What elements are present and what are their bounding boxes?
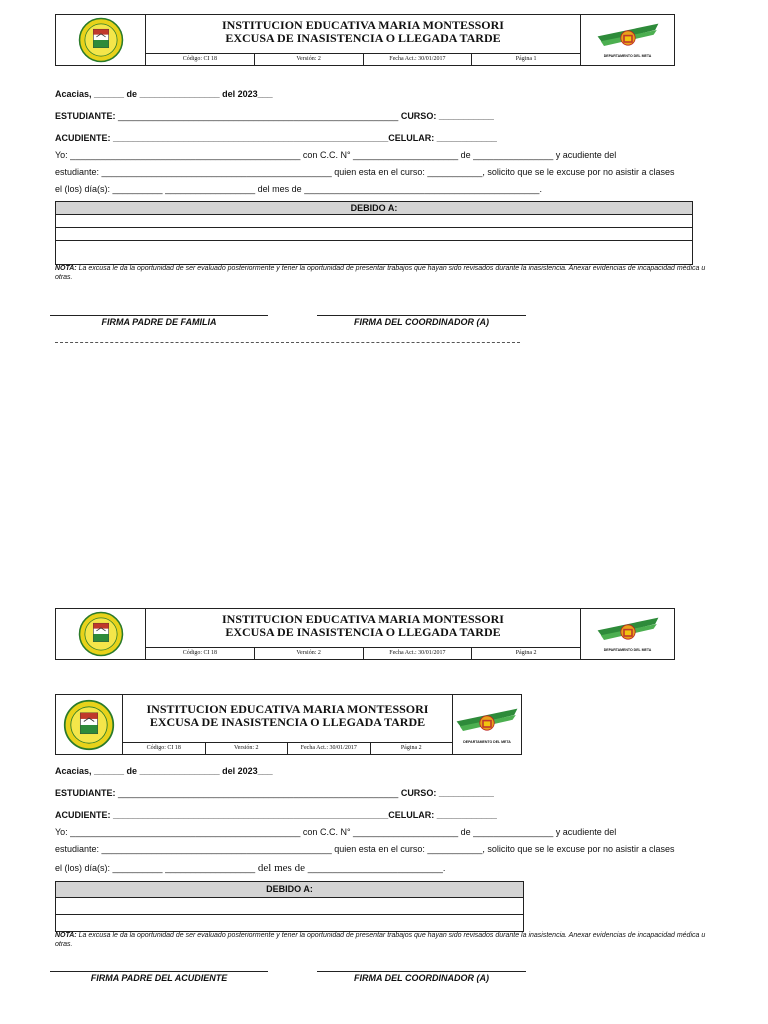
date-line[interactable]: Acacias, ______ de ________________ del 2023___ xyxy=(55,89,273,99)
school-crest-icon xyxy=(73,611,129,657)
nota-label: NOTA: xyxy=(55,932,77,939)
department-logo xyxy=(452,695,521,754)
header-bottom xyxy=(55,694,522,755)
fecha: Fecha Act.: 30/01/2017 xyxy=(288,743,371,754)
department-text: DEPARTAMENTO DEL META xyxy=(603,54,652,58)
debido-box xyxy=(55,201,693,265)
fecha: Fecha Act.: 30/01/2017 xyxy=(364,648,473,659)
school-crest-icon xyxy=(61,699,117,751)
header-middle xyxy=(55,608,675,660)
estudiante-line[interactable] xyxy=(55,111,494,121)
codigo: Código: CI 18 xyxy=(146,648,255,659)
header-top xyxy=(55,14,675,66)
curso-field[interactable]: CURSO: ___________ xyxy=(398,111,494,121)
fecha: Fecha Act.: 30/01/2017 xyxy=(364,54,473,65)
yo-line[interactable]: Yo: ______________________________________________ con C.C. N° _____________________ de ________________ y acudiente del xyxy=(55,150,617,160)
debido-header: DEBIDO A: xyxy=(56,882,523,898)
debido-row-2[interactable] xyxy=(56,915,523,931)
school-crest-logo xyxy=(56,15,146,65)
department-meta-icon xyxy=(455,706,519,740)
nota-text: La excusa le da la oportunidad de ser evaluado posteriormente y tener la oportunidad de presentar trabajos que hayan sido revisados durante la inasistencia. Anexar evidencias de incapacidad médica u otras. xyxy=(55,265,706,281)
codigo: Código: CI 18 xyxy=(146,54,255,65)
school-crest-logo xyxy=(56,695,123,754)
estudiante-text-line[interactable]: estudiante: ______________________________________________ quien esta en el curso: ___________, solicito que se le excuse por no asistir a clases xyxy=(55,844,675,854)
pagina: Página 1 xyxy=(515,56,537,62)
firma-coordinador[interactable]: FIRMA DEL COORDINADOR (A) xyxy=(317,315,526,327)
cut-line xyxy=(55,342,520,343)
version: Versión: 2 xyxy=(255,54,364,65)
document-title: EXCUSA DE INASISTENCIA O LLEGADA TARDE xyxy=(225,625,501,639)
estudiante-label: ESTUDIANTE: xyxy=(55,788,116,798)
header-meta xyxy=(146,53,580,65)
debido-header: DEBIDO A: xyxy=(56,202,692,215)
curso-field[interactable]: CURSO: ___________ xyxy=(398,788,494,798)
debido-row-2[interactable] xyxy=(56,228,692,241)
nota-text: La excusa le da la oportunidad de ser evaluado posteriormente y tener la oportunidad de presentar trabajos que hayan sido revisados durante la inasistencia. Anexar evidencias de incapacidad médica u otras. xyxy=(55,932,706,948)
pagina: Página 2 xyxy=(400,745,422,751)
debido-box xyxy=(55,881,524,932)
department-text: DEPARTAMENTO DEL META xyxy=(603,648,652,652)
department-meta-icon xyxy=(594,22,662,54)
estudiante-text-line[interactable]: estudiante: ______________________________________________ quien esta en el curso: ___________, solicito que se le excuse por no asistir a clases xyxy=(55,167,675,177)
school-name: INSTITUCION EDUCATIVA MARIA MONTESSORI xyxy=(146,702,429,716)
dias-field[interactable]: el (los) día(s): __________ __________________ xyxy=(55,863,256,873)
pagina: Página 2 xyxy=(515,650,537,656)
date-line[interactable]: Acacias, ______ de ________________ del 2023___ xyxy=(55,766,273,776)
estudiante-line[interactable] xyxy=(55,788,494,798)
nota-label: NOTA: xyxy=(55,265,77,272)
debido-row-3[interactable] xyxy=(56,241,692,263)
version: Versión: 2 xyxy=(206,743,289,754)
department-text: DEPARTAMENTO DEL META xyxy=(463,739,511,744)
estudiante-field[interactable]: ________________________________________________________ xyxy=(115,788,399,798)
document-title: EXCUSA DE INASISTENCIA O LLEGADA TARDE xyxy=(225,31,501,45)
acudiente-line[interactable]: ACUDIENTE: _______________________________________________________CELULAR: ____________ xyxy=(55,810,497,820)
header-meta xyxy=(146,647,580,659)
codigo: Código: CI 18 xyxy=(123,743,206,754)
acudiente-line[interactable]: ACUDIENTE: _______________________________________________________CELULAR: ____________ xyxy=(55,133,497,143)
debido-row-1[interactable] xyxy=(56,215,692,228)
school-name: INSTITUCION EDUCATIVA MARIA MONTESSORI xyxy=(222,18,504,32)
estudiante-label: ESTUDIANTE: xyxy=(55,111,116,121)
nota xyxy=(55,931,720,949)
school-crest-icon xyxy=(73,17,129,63)
header-meta xyxy=(123,742,452,754)
version: Versión: 2 xyxy=(255,648,364,659)
yo-line[interactable]: Yo: ______________________________________________ con C.C. N° _____________________ de ________________ y acudiente del xyxy=(55,827,617,837)
department-logo xyxy=(580,15,674,65)
mes-label: del mes de xyxy=(255,862,308,874)
department-logo xyxy=(580,609,674,659)
school-crest-logo xyxy=(56,609,146,659)
mes-field[interactable]: ___________________________. xyxy=(307,863,446,873)
dias-line[interactable]: el (los) día(s): __________ __________________ del mes de _______________________________________________. xyxy=(55,184,542,194)
document-title: EXCUSA DE INASISTENCIA O LLEGADA TARDE xyxy=(149,715,426,729)
nota xyxy=(55,264,720,282)
firma-coordinador[interactable]: FIRMA DEL COORDINADOR (A) xyxy=(317,971,526,983)
department-meta-icon xyxy=(594,616,662,648)
dias-line[interactable] xyxy=(55,862,445,874)
debido-row-1[interactable] xyxy=(56,898,523,915)
school-name: INSTITUCION EDUCATIVA MARIA MONTESSORI xyxy=(222,612,504,626)
firma-padre-acudiente[interactable]: FIRMA PADRE DEL ACUDIENTE xyxy=(50,971,268,983)
estudiante-field[interactable]: ________________________________________________________ xyxy=(115,111,399,121)
firma-padre-familia[interactable]: FIRMA PADRE DE FAMILIA xyxy=(50,315,268,327)
